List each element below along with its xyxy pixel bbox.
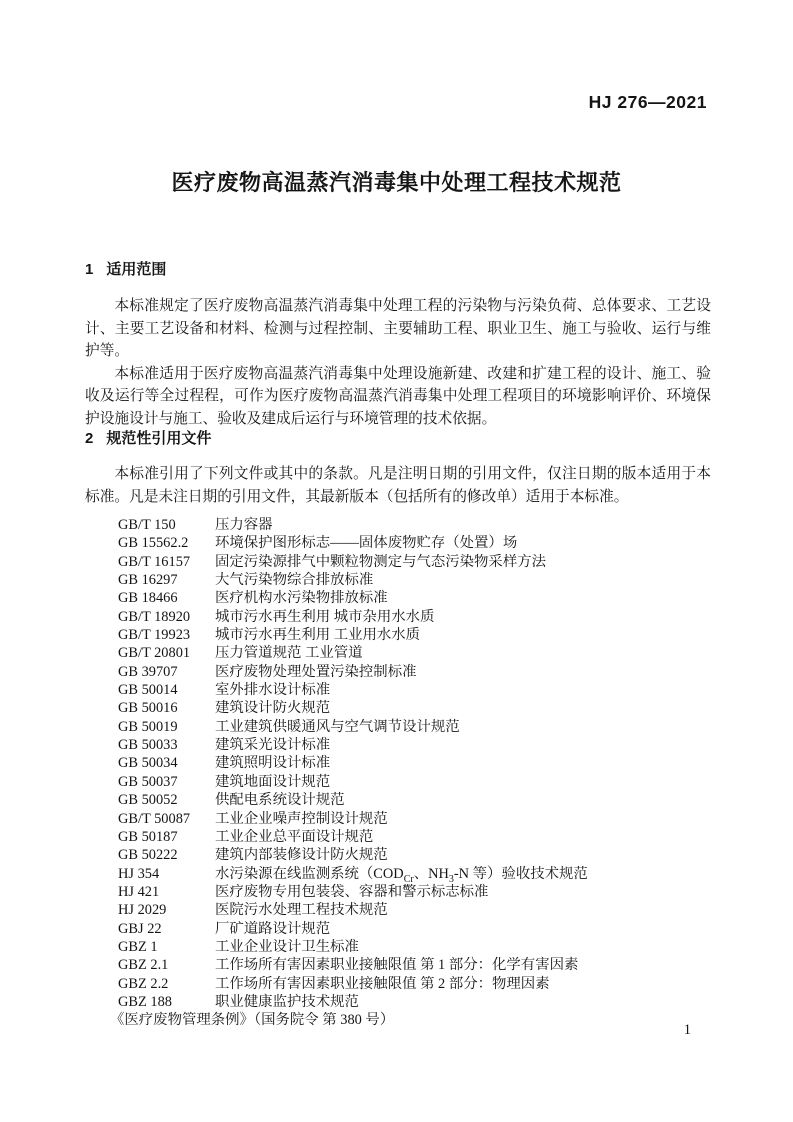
reference-row: [85, 553, 725, 571]
reference-row: [85, 865, 725, 883]
reference-title: 建筑设计防火规范: [215, 700, 331, 717]
reference-title: 固定污染源排气中颗粒物测定与气态污染物采样方法: [215, 553, 546, 570]
reference-title: 医疗废物专用包装袋、容器和警示标志标准: [215, 883, 489, 900]
section-2-title: 规范性引用文件: [106, 430, 212, 447]
reference-code: GB/T 16157: [118, 553, 191, 570]
reference-title: 工作场所有害因素职业接触限值 第 1 部分：化学有害因素: [215, 957, 579, 974]
reference-code: GBZ 1: [118, 938, 158, 955]
reference-code: GB 50016: [118, 700, 178, 717]
reference-code: HJ 354: [118, 865, 160, 882]
reference-row: [85, 571, 725, 589]
reference-title: 供配电系统设计规范: [215, 792, 345, 809]
references-intro-paragraph: 本标准引用了下列文件或其中的条款。凡是注明日期的引用文件，仅注日期的版本适用于本标准。凡是未注日期的引用文件，其最新版本（包括所有的修改单）适用于本标准。: [85, 466, 711, 505]
reference-row: [85, 901, 725, 919]
reference-title: 工业建筑供暖通风与空气调节设计规范: [215, 718, 460, 735]
reference-code: GB/T 18920: [118, 608, 191, 625]
reference-row: [85, 718, 725, 736]
reference-row: [85, 534, 725, 552]
reference-title: 水污染源在线监测系统（$COD_{Cr}$、$NH_3-N$ 等）验收技术规范: [215, 865, 588, 885]
section-1-title: 适用范围: [106, 261, 167, 278]
page-number: 1: [683, 1022, 691, 1038]
reference-code: GB 18466: [118, 590, 178, 607]
reference-title: 建筑内部装修设计防火规范: [215, 847, 388, 864]
reference-row: [85, 644, 725, 662]
reference-row: [85, 773, 725, 791]
reference-row: [85, 791, 725, 809]
reference-code: HJ 421: [118, 883, 160, 900]
regulation-line: 《医疗废物管理条例》（国务院令 第 380 号）: [110, 1012, 395, 1029]
reference-title: 压力容器: [215, 517, 273, 533]
reference-code: GB 50187: [118, 828, 178, 845]
reference-title: 医疗机构水污染物排放标准: [215, 590, 388, 607]
reference-row: [85, 828, 725, 846]
reference-row: [85, 938, 725, 956]
reference-row: [85, 883, 725, 901]
reference-code: GB/T 150: [118, 517, 176, 533]
reference-title: 医院污水处理工程技术规范: [215, 902, 388, 919]
reference-title: 城市污水再生利用 工业用水水质: [215, 627, 421, 644]
reference-row: [85, 993, 725, 1011]
reference-title: 工业企业总平面设计规范: [215, 828, 374, 845]
reference-code: HJ 2029: [118, 902, 167, 919]
document-title: 医疗废物高温蒸汽消毒集中处理工程技术规范: [171, 170, 622, 195]
section-2-heading: [85, 427, 711, 448]
section-1-heading: [85, 258, 711, 279]
reference-code: GB 50014: [118, 682, 178, 699]
reference-code: GB 50222: [118, 847, 178, 864]
reference-row: [85, 736, 725, 754]
reference-code: GB 50052: [118, 792, 178, 809]
reference-code: GB 50037: [118, 773, 178, 790]
reference-code: GB 16297: [118, 572, 178, 589]
reference-row: [85, 663, 725, 681]
reference-title: 室外排水设计标准: [215, 682, 331, 699]
scope-paragraph-2: 本标准适用于医疗废物高温蒸汽消毒集中处理设施新建、改建和扩建工程的设计、施工、验收及运行等全过程程，可作为医疗废物高温蒸汽消毒集中处理工程项目的环境影响评价、环境保护设施设计与施工、验收及建成后运行与环境管理的技术依据。: [85, 365, 711, 427]
reference-title: 工业企业设计卫生标准: [215, 938, 359, 955]
reference-row: [85, 846, 725, 864]
reference-code: GBJ 22: [118, 920, 162, 937]
reference-row: [85, 608, 725, 626]
reference-row: [85, 626, 725, 644]
reference-row: [85, 699, 725, 717]
references-list: [85, 516, 725, 1030]
reference-row: [85, 920, 725, 938]
reference-title: 职业健康监护技术规范: [215, 993, 359, 1010]
reference-code: GB 15562.2: [118, 535, 189, 552]
reference-title: 工作场所有害因素职业接触限值 第 2 部分：物理因素: [215, 975, 550, 992]
reference-code: GB 39707: [118, 663, 178, 680]
reference-code: GB/T 50087: [118, 810, 191, 827]
reference-code: GBZ 2.1: [118, 957, 169, 974]
reference-title: 城市污水再生利用 城市杂用水水质: [215, 608, 435, 625]
reference-title: 建筑照明设计标准: [215, 755, 331, 772]
reference-row: [85, 810, 725, 828]
scope-paragraph-1: 本标准规定了医疗废物高温蒸汽消毒集中处理工程的污染物与污染负荷、总体要求、工艺设计、主要工艺设备和材料、检测与过程控制、主要辅助工程、职业卫生、施工与验收、运行与维护等。: [85, 298, 711, 359]
reference-title: 工业企业噪声控制设计规范: [215, 810, 388, 827]
reference-row: [85, 975, 725, 993]
reference-title: 医疗废物处理处置污染控制标准: [215, 663, 417, 680]
section-2-intro: [85, 463, 711, 508]
standard-number: HJ 276—2021: [588, 92, 707, 112]
reference-row: [85, 754, 725, 772]
reference-code: GB/T 20801: [118, 645, 191, 662]
reference-code: GB 50034: [118, 755, 178, 772]
section-1-body: [85, 295, 711, 430]
reference-title: 环境保护图形标志——固体废物贮存（处置）场: [215, 535, 518, 552]
reference-code: GB 50019: [118, 718, 178, 735]
reference-row: [85, 516, 725, 534]
reference-title: 大气污染物综合排放标准: [215, 572, 374, 589]
reference-title: 建筑地面设计规范: [215, 773, 331, 790]
reference-row: [85, 956, 725, 974]
reference-title: 建筑采光设计标准: [215, 737, 331, 754]
reference-code: GB/T 19923: [118, 627, 191, 644]
reference-code: GB 50033: [118, 737, 178, 754]
reference-title: 压力管道规范 工业管道: [215, 645, 363, 662]
section-2-number: 2: [85, 430, 94, 447]
reference-row: [85, 681, 725, 699]
reference-code: GBZ 188: [118, 993, 172, 1010]
section-1-number: 1: [85, 261, 94, 278]
reference-title: 厂矿道路设计规范: [215, 920, 331, 937]
reference-row: [85, 589, 725, 607]
reference-code: GBZ 2.2: [118, 975, 169, 992]
